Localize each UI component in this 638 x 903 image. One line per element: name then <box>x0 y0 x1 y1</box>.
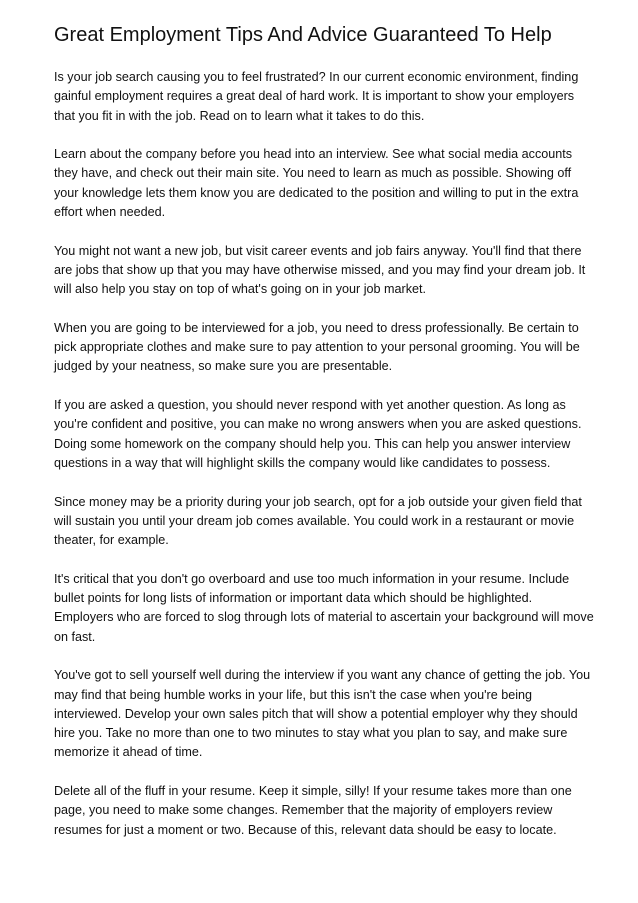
paragraph-career-events: You might not want a new job, but visit career events and job fairs anyway. You'll find that there are jobs that show up that you may have otherwise missed, and you may find your dream job. It will also help you stay on top of what's going on in your job market. <box>54 243 586 297</box>
paragraph-dress-professionally: When you are going to be interviewed for a job, you need to dress professionally. Be certain to pick appropriate clothes and make sure to pay attention to your personal grooming. You will be judged by your neatness, so make sure you are presentable. <box>54 320 580 374</box>
paragraph-resume-fluff: Delete all of the fluff in your resume. Keep it simple, silly! If your resume takes more than one page, you need to make some changes. Remember that the majority of employers review resumes for just a moment or two. Because of this, relevant data should be easy to locate. <box>54 783 572 837</box>
page-title: Great Employment Tips And Advice Guaranteed To Help <box>54 24 552 46</box>
document-page <box>54 22 594 859</box>
paragraph-interview-questions: If you are asked a question, you should never respond with yet another question. As long as you're confident and positive, you can make no wrong answers when you are asked questions. Doing some homework on the company should help you. This can help you answer interview questions in a way that will highlight skills the company would like candidates to possess. <box>54 398 582 470</box>
paragraph-resume-information: It's critical that you don't go overboard and use too much information in your resume. Include bullet points for long lists of information or important data which should be highlighted. Employers who are forced to slog through lots of material to ascertain your background will move on fast. <box>54 571 594 644</box>
paragraph-interim-job: Since money may be a priority during your job search, opt for a job outside your given field that will sustain you until your dream job comes available. You could work in a restaurant or movie theater, for example. <box>54 494 582 548</box>
paragraph-sell-yourself: You've got to sell yourself well during the interview if you want any chance of getting the job. You may find that being humble works in your life, but this isn't the case when you're being interviewed. Develop your own sales pitch that will show a potential employer why they should hire you. Take no more than one to two minutes to stay what you plan to say, and make sure memorize it ahead of time. <box>54 668 591 760</box>
paragraph-intro: Is your job search causing you to feel frustrated? In our current economic environment, finding gainful employment requires a great deal of hard work. It is important to show your employers that you fit in with the job. Read on to learn what it takes to do this. <box>54 70 579 123</box>
paragraph-research-company: Learn about the company before you head into an interview. See what social media accounts they have, and check out their main site. You need to learn as much as possible. Showing off your knowledge lets them know you are dedicated to the position and willing to put in the extra effort when needed. <box>54 147 579 220</box>
